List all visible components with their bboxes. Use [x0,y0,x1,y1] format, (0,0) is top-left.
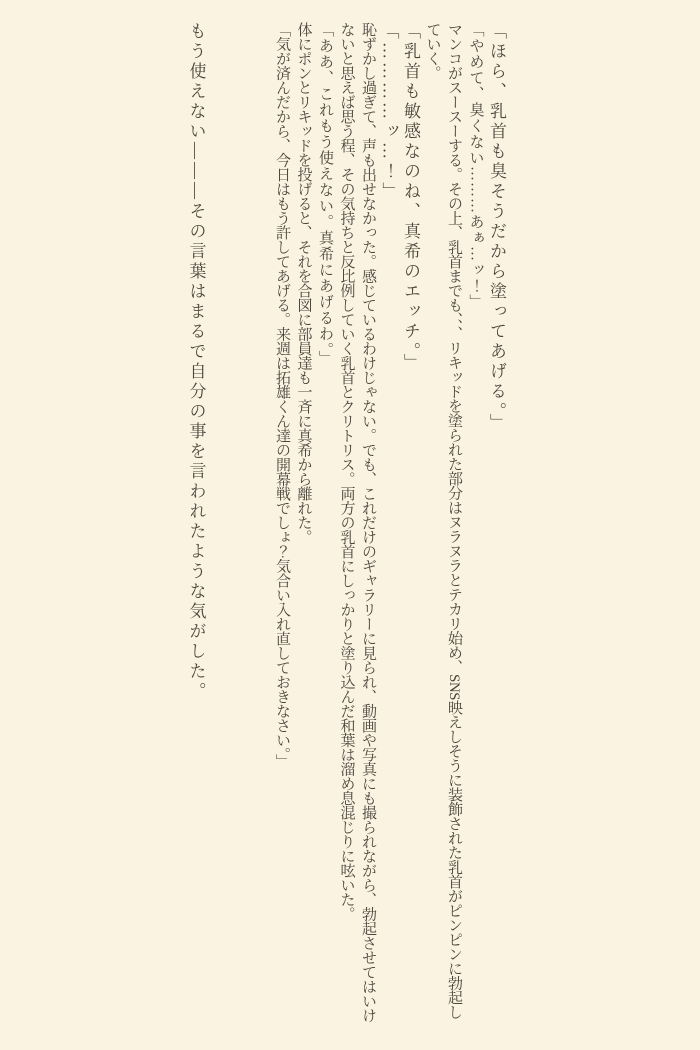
dialogue-line-5: 「ああ、これもう使えない。真希にあげるわ。」 [317,22,333,367]
dialogue-line-2: 「やめて、臭くない………あぁ…ッ！」 [467,22,484,310]
dialogue-line-4: 「…………ッ…！」 [379,22,399,202]
dialogue-line-1: 「ほら、乳首も臭そうだから塗ってあげる。」 [487,22,506,434]
vertical-text-block [185,22,507,1024]
closing-reflection-line: もう使えない―――その言葉はまるで自分の事を言われたような気がした。 [186,22,206,702]
dialogue-line-3: 「乳首も敏感なのね、真希のエッチ。」 [401,22,420,374]
dialogue-line-6: 「気が済んだから、今日はもう許してあげる。来週は拓雄くん達の開幕戦でしょ？気合い入れ直しておきなさい。」 [274,22,290,769]
narration-paragraph-3: 体にポンとリキッドを投げると、それを合図に部員達も一斉に真希から離れた。 [295,22,312,544]
narration-paragraph-1: マンコがスースーする。その上、乳首までも、、、リキッドを塗られた部分はヌラヌラとテカリ始め、SNS映えしそうに装飾された乳首がピンピンに勃起していく。 [424,22,462,1020]
narration-paragraph-2: 恥ずかし過ぎて、声も出せなかった。感じているわけじゃない。でも、これだけのギャラリーに見られ、動画や写真にも撮られながら、勃起させてはいけないと思えば思う程、その気持ちと反比例していく乳首とクリトリス。両方の乳首にしっかりと塗り込んだ和葉は溜め息混じりに呟いた。 [338,22,376,1023]
